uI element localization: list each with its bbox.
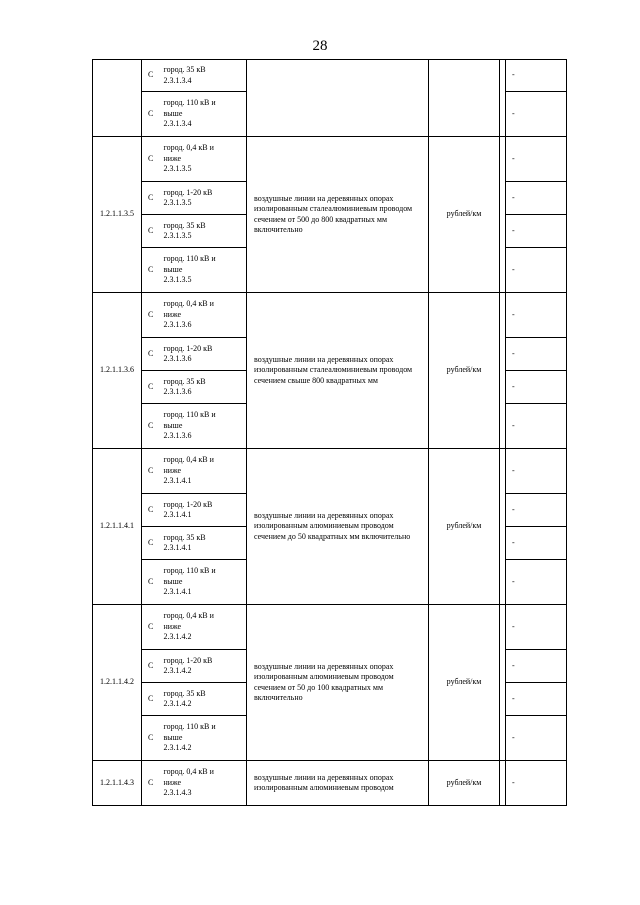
rate-value: - xyxy=(506,182,567,215)
unit: рублей/км xyxy=(429,449,500,605)
table-row xyxy=(93,761,567,806)
voltage-level xyxy=(160,293,247,338)
voltage-level-line: 2.3.1.4.2 xyxy=(163,743,192,753)
voltage-level-line: город. 110 кВ и xyxy=(163,722,216,732)
voltage-level-line: 2.3.1.3.4 xyxy=(163,75,192,85)
voltage-level xyxy=(160,338,247,371)
c-letter: С xyxy=(142,338,160,371)
rate-value: - xyxy=(506,650,567,683)
c-letter: С xyxy=(142,248,160,293)
description-line: включительно xyxy=(254,693,303,702)
item-code: 1.2.1.1.3.5 xyxy=(93,137,142,293)
description-line: изолированным алюминиевым проводом xyxy=(254,672,394,681)
line-description xyxy=(247,449,429,605)
c-letter: С xyxy=(142,293,160,338)
rate-value: - xyxy=(506,92,567,137)
description-line: воздушные линии на деревянных опорах xyxy=(254,772,394,782)
voltage-level-line: 2.3.1.3.4 xyxy=(163,119,192,129)
table-row xyxy=(93,293,567,338)
voltage-level-line: город. 0,4 кВ и xyxy=(163,299,214,309)
voltage-level-line: 2.3.1.3.6 xyxy=(163,431,192,441)
rate-value: - xyxy=(506,137,567,182)
rate-value: - xyxy=(506,605,567,650)
description-line: сечением свыше 800 квадратных мм xyxy=(254,375,378,385)
c-letter: С xyxy=(142,404,160,449)
voltage-level xyxy=(160,248,247,293)
voltage-level-line: 2.3.1.4.3 xyxy=(163,788,192,798)
voltage-level xyxy=(160,605,247,650)
item-code: 1.2.1.1.3.6 xyxy=(93,293,142,449)
voltage-level-line: город. 0,4 кВ и xyxy=(163,143,214,153)
description-line: сечением до 50 квадратных мм включительно xyxy=(254,531,411,541)
rate-value: - xyxy=(506,404,567,449)
voltage-level-line: выше xyxy=(163,576,183,586)
voltage-level-line: город. 1-20 кВ xyxy=(163,499,213,509)
rate-value: - xyxy=(506,338,567,371)
voltage-level xyxy=(160,60,247,92)
voltage-level xyxy=(160,494,247,527)
voltage-level-line: город. 1-20 кВ xyxy=(163,655,213,665)
rate-value: - xyxy=(506,494,567,527)
voltage-level-line: 2.3.1.4.1 xyxy=(163,587,192,597)
voltage-level-line: ниже xyxy=(163,153,182,163)
c-letter: С xyxy=(142,761,160,806)
c-letter: С xyxy=(142,182,160,215)
c-letter: С xyxy=(142,371,160,404)
line-description xyxy=(247,293,429,449)
voltage-level xyxy=(160,404,247,449)
voltage-level-line: город. 35 кВ xyxy=(163,532,206,542)
table-row xyxy=(93,605,567,650)
unit xyxy=(429,60,500,137)
c-letter: С xyxy=(142,605,160,650)
voltage-level xyxy=(160,92,247,137)
voltage-level xyxy=(160,182,247,215)
item-code xyxy=(93,60,142,137)
rate-value: - xyxy=(506,449,567,494)
voltage-level-line: город. 0,4 кВ и xyxy=(163,767,214,777)
voltage-level-line: 2.3.1.3.5 xyxy=(163,198,192,207)
c-letter: С xyxy=(142,716,160,761)
voltage-level-line: город. 110 кВ и xyxy=(163,98,216,108)
unit: рублей/км xyxy=(429,137,500,293)
voltage-level-line: город. 110 кВ и xyxy=(163,254,216,264)
voltage-level-line: 2.3.1.4.1 xyxy=(163,510,192,519)
c-letter: С xyxy=(142,449,160,494)
rate-value: - xyxy=(506,527,567,560)
voltage-level-line: город. 35 кВ xyxy=(163,688,206,698)
voltage-level-line: 2.3.1.3.6 xyxy=(163,354,192,363)
description-line: воздушные линии на деревянных опорах xyxy=(254,193,394,203)
table-row xyxy=(93,137,567,182)
voltage-level-line: 2.3.1.4.1 xyxy=(163,476,192,486)
voltage-level xyxy=(160,449,247,494)
description-line: изолированным сталеалюминиевым проводом xyxy=(254,365,413,375)
rate-value: - xyxy=(506,560,567,605)
voltage-level xyxy=(160,560,247,605)
voltage-level-line: 2.3.1.3.5 xyxy=(163,275,192,285)
description-line: воздушные линии на деревянных опорах xyxy=(254,510,394,520)
voltage-level xyxy=(160,527,247,560)
c-letter: С xyxy=(142,215,160,248)
c-letter: С xyxy=(142,560,160,605)
c-letter: С xyxy=(142,137,160,182)
voltage-level-line: 2.3.1.3.5 xyxy=(163,231,192,240)
c-letter: С xyxy=(142,60,160,92)
c-letter: С xyxy=(142,92,160,137)
voltage-level-line: ниже xyxy=(163,309,182,319)
voltage-level xyxy=(160,371,247,404)
line-description xyxy=(247,60,429,137)
c-letter: С xyxy=(142,650,160,683)
voltage-level xyxy=(160,761,247,806)
rate-value: - xyxy=(506,60,567,92)
description-line: сечением от 500 до 800 квадратных мм xyxy=(254,214,388,224)
line-description xyxy=(247,761,429,806)
voltage-level-line: 2.3.1.3.5 xyxy=(163,164,192,174)
description-line: включительно xyxy=(254,225,303,234)
table-row xyxy=(93,60,567,92)
description-line: изолированным алюминиевым проводом xyxy=(254,783,394,792)
tariff-table xyxy=(92,59,567,806)
unit: рублей/км xyxy=(429,605,500,761)
voltage-level-line: город. 0,4 кВ и xyxy=(163,455,214,465)
rate-value: - xyxy=(506,716,567,761)
voltage-level-line: город. 110 кВ и xyxy=(163,410,216,420)
voltage-level xyxy=(160,137,247,182)
description-line: изолированным сталеалюминиевым проводом xyxy=(254,204,413,213)
voltage-level-line: выше xyxy=(163,264,183,274)
voltage-level-line: ниже xyxy=(163,465,182,475)
table-row xyxy=(93,449,567,494)
voltage-level-line: 2.3.1.4.1 xyxy=(163,543,192,552)
item-code: 1.2.1.1.4.3 xyxy=(93,761,142,806)
voltage-level-line: город. 1-20 кВ xyxy=(163,343,213,353)
rate-value: - xyxy=(506,293,567,338)
voltage-level-line: город. 35 кВ xyxy=(163,376,206,386)
voltage-level-line: выше xyxy=(163,420,183,430)
description-line: воздушные линии на деревянных опорах xyxy=(254,354,394,364)
rate-value: - xyxy=(506,371,567,404)
line-description xyxy=(247,605,429,761)
c-letter: С xyxy=(142,683,160,716)
voltage-level-line: выше xyxy=(163,108,183,118)
unit: рублей/км xyxy=(429,761,500,806)
voltage-level-line: город. 0,4 кВ и xyxy=(163,611,214,621)
voltage-level xyxy=(160,650,247,683)
rate-value: - xyxy=(506,683,567,716)
voltage-level-line: 2.3.1.3.6 xyxy=(163,320,192,330)
voltage-level xyxy=(160,683,247,716)
rate-value: - xyxy=(506,761,567,806)
voltage-level-line: город. 35 кВ xyxy=(163,65,206,74)
rate-value: - xyxy=(506,248,567,293)
voltage-level-line: 2.3.1.3.6 xyxy=(163,387,192,396)
rate-value: - xyxy=(506,215,567,248)
c-letter: С xyxy=(142,527,160,560)
page-number: 28 xyxy=(312,38,328,54)
voltage-level xyxy=(160,716,247,761)
line-description xyxy=(247,137,429,293)
description-line: воздушные линии на деревянных опорах xyxy=(254,661,394,671)
voltage-level-line: 2.3.1.4.2 xyxy=(163,632,192,642)
voltage-level-line: 2.3.1.4.2 xyxy=(163,699,192,708)
voltage-level-line: город. 35 кВ xyxy=(163,220,206,230)
item-code: 1.2.1.1.4.2 xyxy=(93,605,142,761)
description-line: изолированным алюминиевым проводом xyxy=(254,521,394,531)
voltage-level-line: город. 1-20 кВ xyxy=(163,187,213,197)
c-letter: С xyxy=(142,494,160,527)
voltage-level-line: ниже xyxy=(163,621,182,631)
voltage-level-line: выше xyxy=(163,732,183,742)
unit: рублей/км xyxy=(429,293,500,449)
voltage-level-line: 2.3.1.4.2 xyxy=(163,666,192,675)
voltage-level-line: город. 110 кВ и xyxy=(163,566,216,576)
voltage-level-line: ниже xyxy=(163,777,182,787)
item-code: 1.2.1.1.4.1 xyxy=(93,449,142,605)
voltage-level xyxy=(160,215,247,248)
tariff-table-body xyxy=(93,60,567,806)
description-line: сечением от 50 до 100 квадратных мм xyxy=(254,682,384,692)
